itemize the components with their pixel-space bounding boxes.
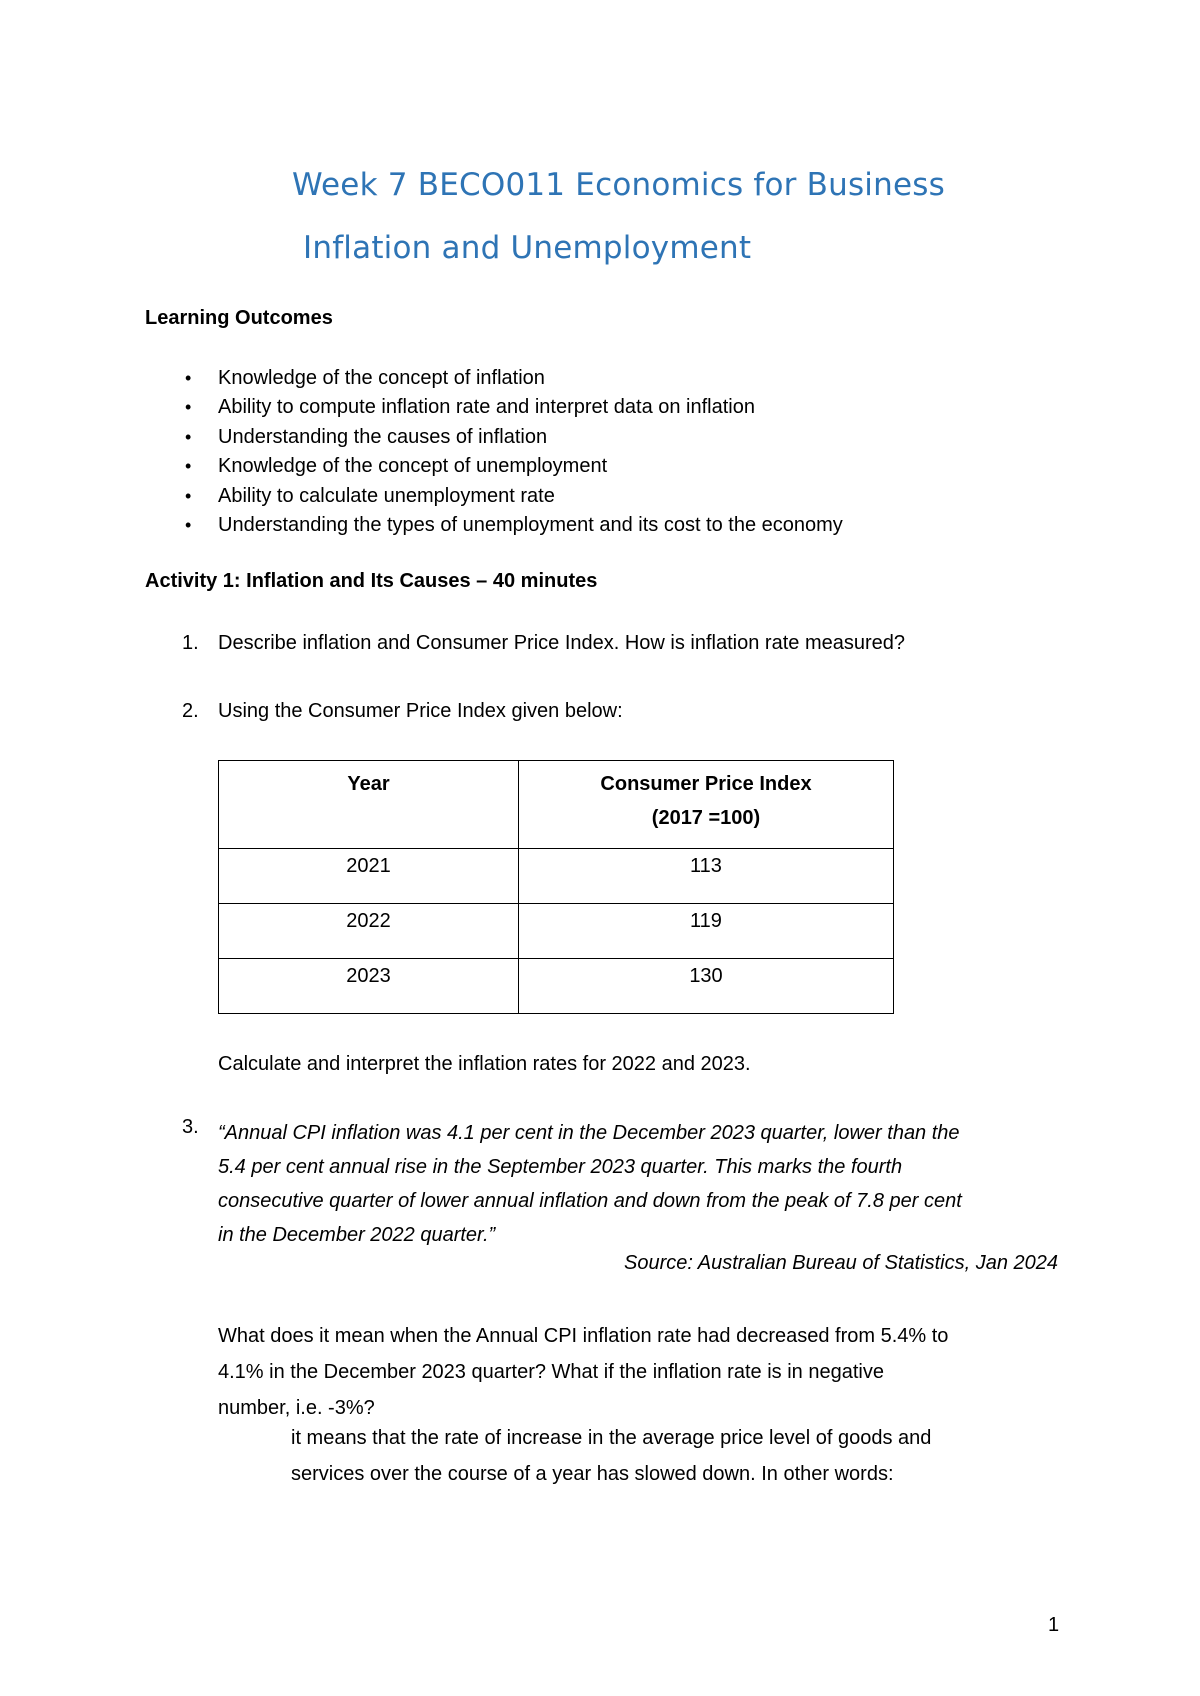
bullet-icon: • (185, 397, 192, 418)
bullet-icon: • (185, 368, 192, 388)
table-header-row (219, 761, 894, 849)
list-item-text: Knowledge of the concept of inflation (218, 367, 545, 389)
list-item-text: Ability to calculate unemployment rate (218, 484, 555, 507)
table-cell-cpi: 113 (519, 849, 894, 904)
bullet-icon: • (185, 426, 192, 447)
table-cell-year: 2022 (219, 904, 519, 959)
bullet-icon: • (185, 456, 192, 477)
table-header-cpi-line2: (2017 =100) (651, 807, 761, 829)
quote-source: Source: Australian Bureau of Statistics, Jan 2024 (624, 1252, 1058, 1274)
bullet-icon: • (185, 514, 192, 535)
question-line: number, i.e. -3%? (218, 1397, 375, 1419)
question-3-quote (218, 1116, 1058, 1252)
table-cell-year: 2021 (219, 849, 519, 904)
list-item-text: Understanding the types of unemployment and its cost to the economy (218, 513, 843, 536)
activity-1-heading: Activity 1: Inflation and Its Causes – 40 minutes (145, 570, 598, 592)
learning-outcomes-list (145, 364, 843, 540)
question-2-text: Using the Consumer Price Index given below: (218, 700, 623, 722)
list-item (145, 511, 843, 540)
table-cell-year: 2023 (219, 959, 519, 1014)
question-1-text: Describe inflation and Consumer Price Index. How is inflation rate measured? (218, 632, 906, 654)
table-header-year: Year (219, 761, 519, 849)
quote-line: 5.4 per cent annual rise in the September 2023 quarter. This marks the fourth (218, 1156, 903, 1178)
table-row (219, 904, 894, 959)
list-item (145, 482, 843, 511)
list-item-text: Understanding the causes of inflation (218, 425, 548, 448)
question-3-answer (291, 1420, 931, 1492)
bullet-icon: • (185, 485, 192, 506)
quote-line: consecutive quarter of lower annual inflation and down from the peak of 7.8 per cent (218, 1190, 962, 1212)
question-2-follow-up: Calculate and interpret the inflation rates for 2022 and 2023. (218, 1053, 751, 1075)
list-item-text: Ability to compute inflation rate and interpret data on inflation (218, 396, 755, 419)
question-3-text (218, 1318, 948, 1426)
cpi-table (218, 760, 894, 1014)
table-row (219, 959, 894, 1014)
page-number: 1 (1048, 1614, 1060, 1636)
document-title: Week 7 BECO011 Economics for Business (292, 167, 945, 203)
table-cell-cpi: 130 (519, 959, 894, 1014)
table-cell-cpi: 119 (519, 904, 894, 959)
list-item (145, 452, 843, 481)
question-1-number: 1. (182, 632, 199, 654)
quote-line: “Annual CPI inflation was 4.1 per cent in the December 2023 quarter, lower than the (218, 1122, 960, 1144)
table-row (219, 849, 894, 904)
question-line: What does it mean when the Annual CPI inflation rate had decreased from 5.4% to (218, 1325, 949, 1347)
list-item-text: Knowledge of the concept of unemployment (218, 455, 608, 478)
table-header-cpi-line1: Consumer Price Index (600, 773, 812, 795)
answer-line: services over the course of a year has slowed down. In other words: (291, 1463, 894, 1485)
learning-outcomes-heading: Learning Outcomes (145, 307, 333, 329)
document-subtitle: Inflation and Unemployment (303, 230, 752, 266)
list-item (145, 423, 843, 452)
list-item (145, 393, 843, 422)
table-header-cpi (519, 761, 894, 849)
question-3-number: 3. (182, 1116, 199, 1138)
question-2-number: 2. (182, 700, 199, 722)
quote-line: in the December 2022 quarter.” (218, 1224, 496, 1246)
answer-line: it means that the rate of increase in the average price level of goods and (291, 1427, 932, 1449)
list-item (145, 364, 843, 393)
question-line: 4.1% in the December 2023 quarter? What if the inflation rate is in negative (218, 1361, 884, 1383)
